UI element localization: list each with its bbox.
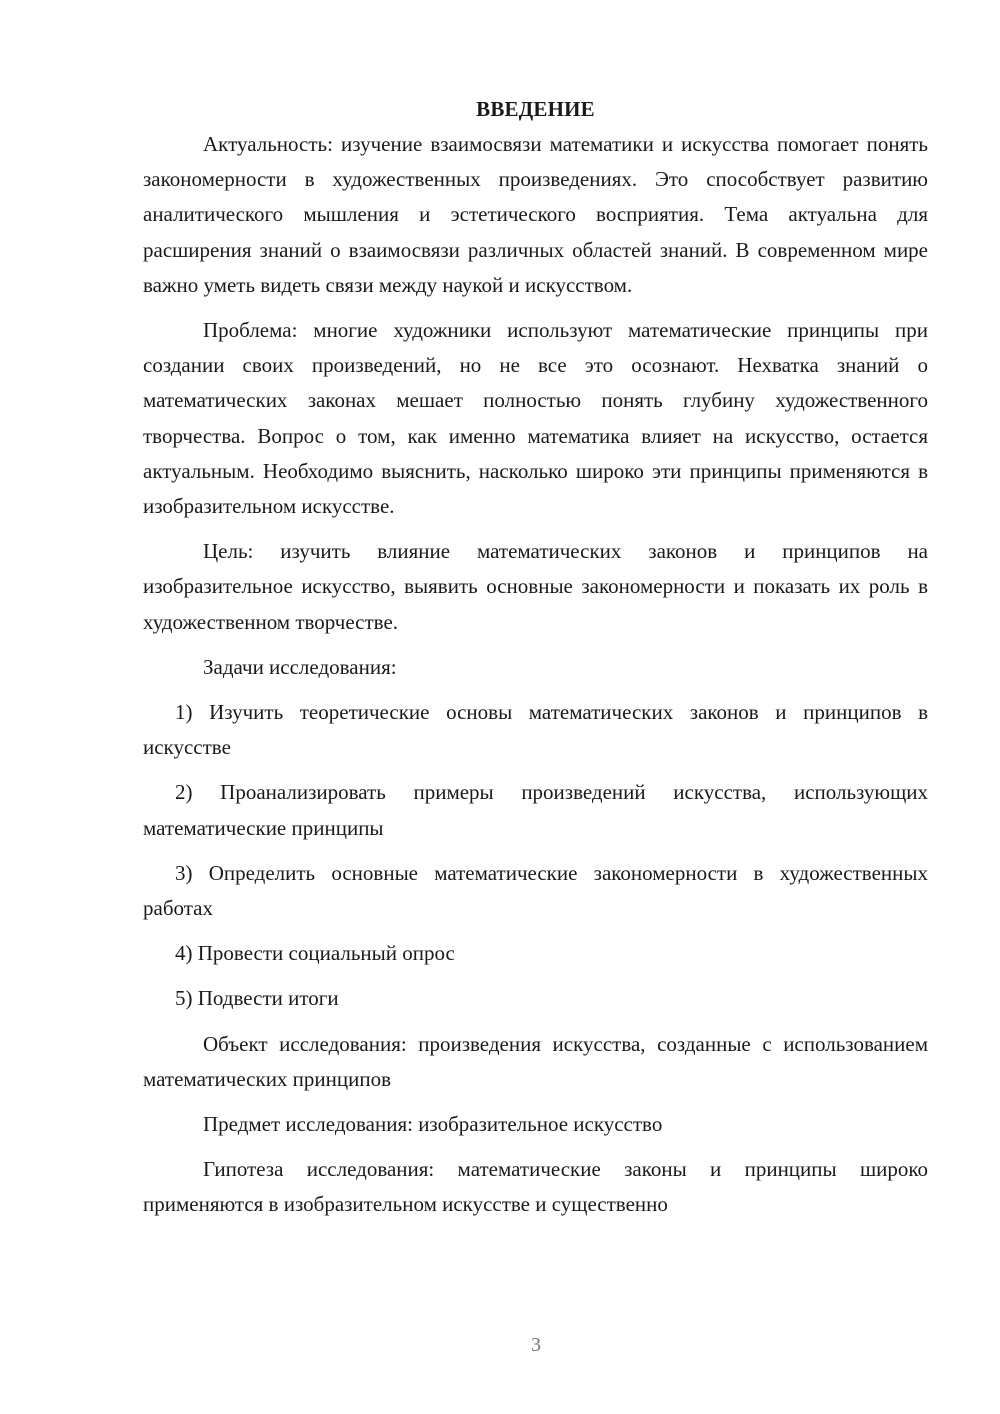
document-page [143,92,928,1233]
paragraph-goal: Цель: изучить влияние математических законов и принципов на изобразительное искусство, выявить основные закономерности и показать их роль в художественном творчестве. [143,539,928,634]
paragraph-problem: Проблема: многие художники используют математические принципы при создании своих произведений, но не все это осознают. Нехватка знаний о математических законах мешает полностью понять глубину художественного творчества. Вопрос о том, как именно математика влияет на искусство, остается актуальным. Необходимо выяснить, насколько широко эти принципы применяются в изобразительном искусстве. [143,318,928,519]
paragraph-subject: Предмет исследования: изобразительное искусство [203,1112,663,1137]
paragraph-hypothesis: Гипотеза исследования: математические законы и принципы широко применяются в изобразительном искусстве и существенно [143,1157,928,1217]
task-item-2: 2) Проанализировать примеры произведений искусства, использующих математические принципы [143,780,928,840]
paragraph-relevance: Актуальность: изучение взаимосвязи математики и искусства помогает понять закономерности в художественных произведениях. Это способствует развитию аналитического мышления и эстетического восприятия. Тема актуальна для расширения знаний о взаимосвязи различных областей знаний. В современном мире важно уметь видеть связи между наукой и искусством. [143,132,928,297]
task-item-5: 5) Подвести итоги [175,986,339,1011]
paragraph-object: Объект исследования: произведения искусства, созданные с использованием математических принципов [143,1031,928,1091]
task-item-1: 1) Изучить теоретические основы математических законов и принципов в искусстве [143,700,928,760]
task-item-3: 3) Определить основные математические закономерности в художественных работах [143,860,928,921]
task-item-4: 4) Провести социальный опрос [175,941,455,966]
tasks-heading: Задачи исследования: [203,654,397,679]
page-number: 3 [531,1334,541,1356]
section-title: ВВЕДЕНИЕ [476,97,595,121]
